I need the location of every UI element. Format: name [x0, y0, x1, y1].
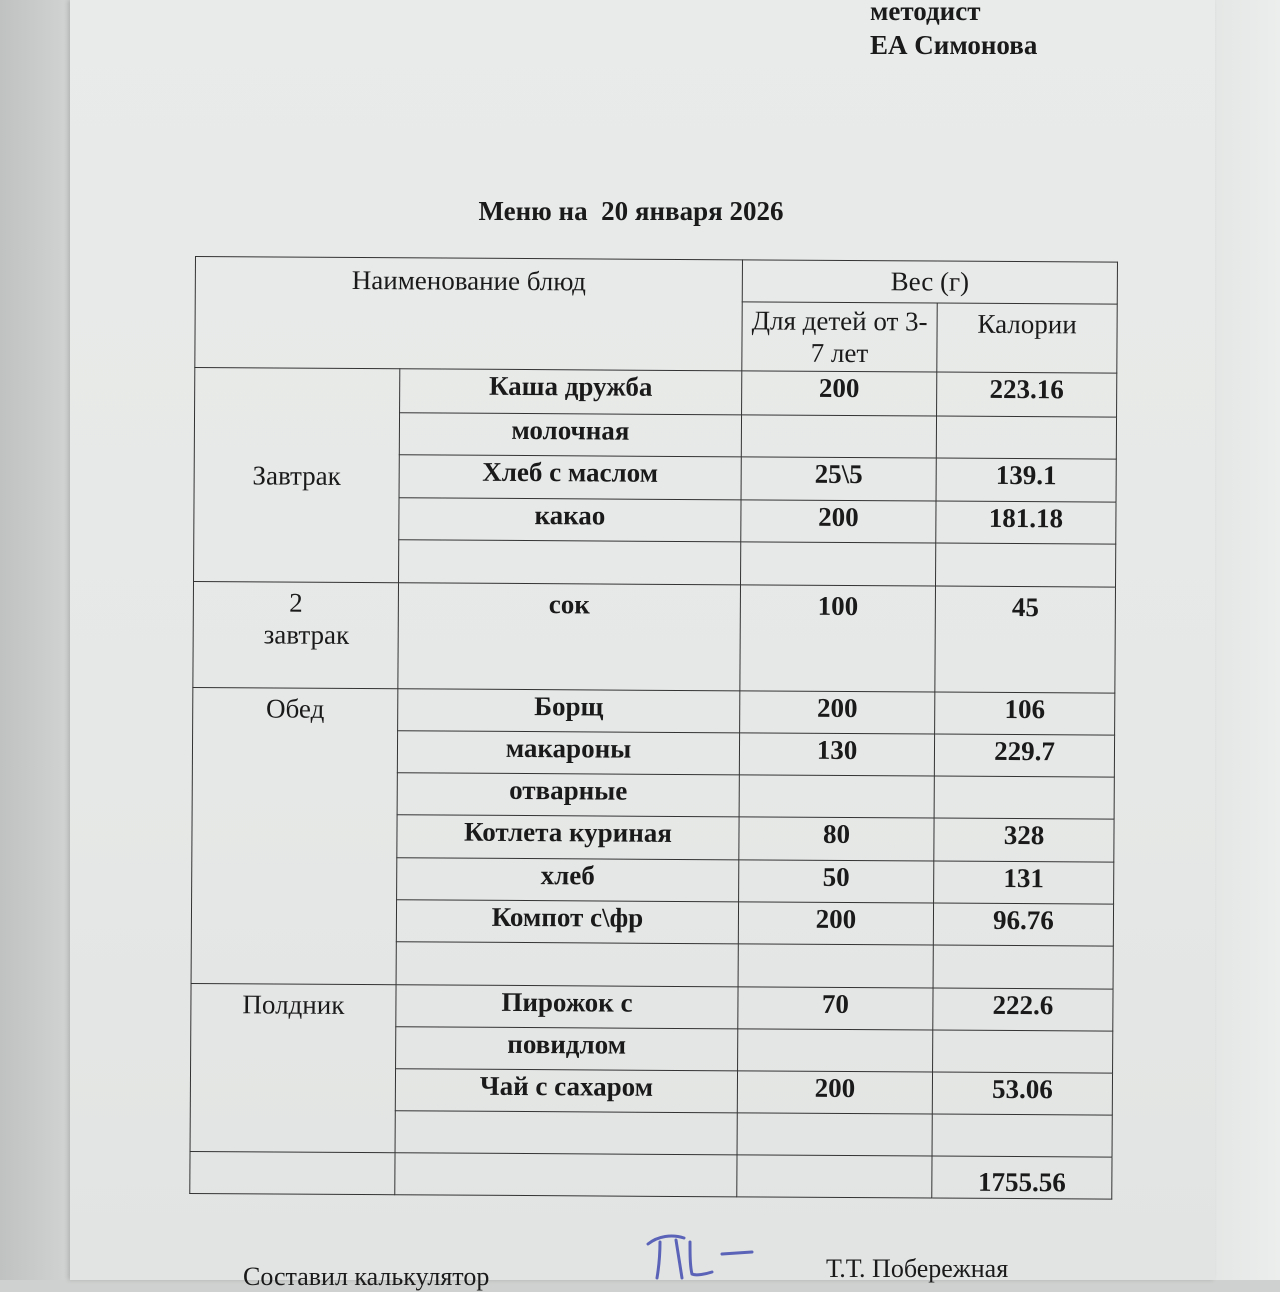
approver-role: методист [870, 0, 981, 26]
dish-name: сок [398, 583, 741, 691]
dish-weight: 200 [741, 500, 936, 543]
header-dish-name: Наименование блюд [195, 257, 743, 371]
footer-compiler-label: Составил калькулятор [243, 1262, 490, 1291]
dish-weight: 80 [739, 817, 934, 860]
dish-name [399, 540, 741, 585]
background-right-page [1209, 0, 1280, 1280]
dish-calories: 53.06 [932, 1072, 1112, 1115]
header-children-age: Для детей от 3-7 лет [742, 302, 937, 372]
dish-name: повидлом [396, 1026, 738, 1070]
footer-compiler-name: Т.Т. Побережная [826, 1254, 1009, 1283]
dish-weight: 50 [739, 859, 934, 902]
dish-weight [741, 415, 936, 458]
total-empty-cell [395, 1152, 737, 1196]
approver-block [870, 0, 1037, 62]
dish-calories: 223.16 [937, 372, 1117, 417]
dish-name: Чай с сахаром [395, 1068, 737, 1112]
dish-calories: 222.6 [933, 988, 1113, 1031]
dish-calories: 181.18 [936, 501, 1116, 544]
dish-name [395, 1110, 737, 1154]
dish-weight: 200 [738, 901, 933, 944]
dish-name: молочная [399, 413, 741, 457]
dish-name [396, 941, 738, 986]
total-empty-cell [190, 1151, 395, 1195]
dish-name: Котлета куриная [397, 815, 739, 859]
dish-calories: 328 [934, 818, 1114, 861]
dish-weight: 200 [737, 1070, 932, 1113]
dish-calories: 139.1 [936, 458, 1116, 502]
dish-weight: 200 [740, 691, 935, 734]
dish-name: макароны [397, 731, 739, 775]
menu-table [189, 256, 1118, 1200]
dish-weight [738, 1028, 933, 1071]
meal-breakfast: Завтрак [194, 368, 400, 583]
dish-name: Пирожок с [396, 984, 738, 1028]
dish-calories [936, 543, 1116, 587]
dish-name: Хлеб с маслом [399, 455, 741, 500]
dish-calories [932, 1114, 1112, 1157]
dish-name: отварные [397, 773, 739, 817]
dish-calories: 45 [935, 586, 1116, 693]
dish-calories [933, 945, 1113, 989]
meal-snack: Полдник [190, 983, 396, 1152]
handwritten-signature [640, 1222, 760, 1280]
dish-name: какао [399, 498, 741, 542]
dish-calories: 131 [934, 861, 1114, 904]
dish-weight [737, 1113, 932, 1156]
dish-weight: 70 [738, 986, 933, 1029]
dish-calories [934, 776, 1114, 819]
document-title: Меню на 20 января 2026 [478, 196, 784, 226]
header-weight: Вес (г) [742, 260, 1117, 304]
background-left [0, 0, 80, 1280]
dish-weight: 100 [740, 585, 936, 692]
dish-weight [738, 943, 933, 987]
dish-calories: 96.76 [933, 903, 1113, 946]
dish-calories: 229.7 [934, 734, 1114, 777]
dish-weight: 130 [739, 733, 934, 776]
dish-weight: 200 [742, 371, 937, 416]
meal-second-breakfast: 2 завтрак [193, 582, 399, 689]
total-empty-cell [737, 1155, 932, 1198]
dish-name: Компот с\фр [396, 899, 738, 943]
dish-name: хлеб [397, 857, 739, 901]
dish-calories [933, 1030, 1113, 1073]
dish-weight [739, 775, 934, 818]
total-calories: 1755.56 [932, 1156, 1112, 1199]
dish-weight: 25\5 [741, 457, 936, 501]
approver-name: ЕА Симонова [870, 30, 1038, 60]
dish-calories [936, 416, 1116, 459]
header-calories: Калории [937, 303, 1117, 373]
dish-name: Каша дружба [400, 369, 742, 415]
dish-name: Борщ [398, 689, 740, 733]
dish-weight [741, 542, 936, 586]
meal-lunch: Обед [191, 688, 398, 984]
dish-calories: 106 [935, 692, 1115, 735]
